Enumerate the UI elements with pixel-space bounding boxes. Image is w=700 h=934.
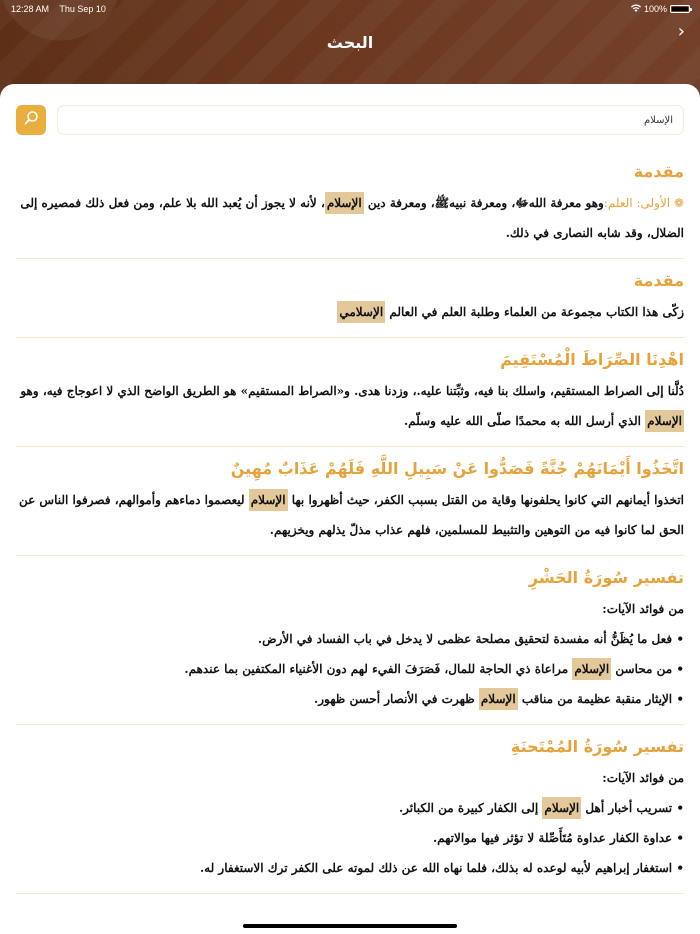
result-item[interactable] — [16, 150, 684, 259]
search-input[interactable] — [57, 105, 684, 135]
bullet-item: • الإيثار منقبة عظيمة من مناقب الإسلام ظهرت في الأنصار أحسن ظهور. — [16, 684, 684, 714]
search-button[interactable] — [16, 105, 46, 135]
snippet-text: وهو معرفة اللهﷻ، ومعرفة نبيهﷺ، ومعرفة دين — [363, 196, 604, 210]
bullet-item: • عداوة الكفار عداوة مُتَأَصِّلة لا تؤثر فيها موالاتهم. — [432, 831, 684, 845]
result-snippet — [16, 188, 684, 248]
snippet-intro: من فوائد الآيات: — [602, 602, 684, 616]
home-indicator[interactable] — [243, 924, 457, 928]
search-highlight: الإسلام — [645, 410, 684, 432]
result-item[interactable] — [16, 447, 684, 556]
wifi-icon — [631, 4, 641, 14]
battery-percent: 100% — [643, 4, 667, 14]
result-snippet — [16, 376, 684, 436]
search-highlight: الإسلام — [249, 489, 288, 511]
results-list — [16, 150, 684, 894]
search-highlight: الإسلام — [325, 192, 364, 214]
result-snippet — [16, 763, 684, 883]
result-title: تفسير سُورَةُ الحَشْرِ — [528, 568, 684, 587]
search-icon — [23, 110, 39, 130]
battery-icon — [670, 5, 690, 13]
snippet-text: ليعصموا دماءهم وأموالهم، فصرفوا الناس عن الحق لما كانوا فيه من التوهين والتثبيط للمسلمين، فلهم عذاب مذلّ يذلهم ويخزيهم. — [18, 493, 684, 537]
search-highlight: الإسلامي — [337, 301, 385, 323]
page-title: البحث — [326, 33, 374, 52]
bullet-item: • استغفار إبراهيم لأبيه لوعده له بذلك، فلما نهاه الله عن ذلك لموته على الكفر ترك الاستغفار له. — [199, 861, 684, 875]
bullet-item: • تسريب أخبار أهل الإسلام إلى الكفار كبيرة من الكبائر. — [16, 793, 684, 823]
result-title: مقدمة — [633, 271, 684, 290]
snippet-text: زكّى هذا الكتاب مجموعة من العلماء وطلبة العلم في العالم — [385, 305, 684, 319]
search-bar — [16, 105, 684, 135]
search-highlight: الإسلام — [542, 797, 581, 819]
result-title: اهْدِنَا الصِّرَاطَ الْمُسْتَقِيمَ — [500, 350, 684, 369]
snippet-text: ، لأنه لا يجوز أن يُعبد الله بلا علم، ومن فعل ذلك فمصيره إلى الضلال، وقد شابه النصارى في ذلك. — [20, 196, 684, 240]
result-title: تفسير سُورَةُ المُمْتَحنَةِ — [510, 737, 684, 756]
bullet-item: • من محاسن الإسلام مراعاة ذي الحاجة للمال، فَصَرَفَ الفيء لهم دون الأغنياء المكتفين بما عندهم. — [16, 654, 684, 684]
status-bar — [0, 0, 700, 18]
snippet-intro: من فوائد الآيات: — [602, 771, 684, 785]
result-snippet — [16, 594, 684, 714]
result-title: مقدمة — [633, 162, 684, 181]
snippet-text: الذي أرسل الله به محمدًا صلّى الله عليه وسلّم. — [403, 414, 646, 428]
result-item[interactable] — [16, 259, 684, 338]
result-snippet — [16, 485, 684, 545]
snippet-text: دُلَّنا إلى الصراط المستقيم، واسلك بنا فيه، وثبِّتنا عليه.، وزدنا هدى. و«الصراط المستقيم» هو الطريق الواضح الذي لا اعوجاج فيه، وهو — [20, 384, 684, 398]
result-lead: ❁ الأولى: العلم: — [603, 196, 684, 210]
result-snippet — [16, 297, 684, 327]
result-item[interactable] — [16, 338, 684, 447]
result-item[interactable] — [16, 725, 684, 894]
bullet-item: • فعل ما يُظَنُّ أنه مفسدة لتحقيق مصلحة عظمى لا يدخل في باب الفساد في الأرض. — [257, 632, 684, 646]
status-time: 12:28 AM — [11, 4, 50, 14]
result-title: اتَّخَذُوا أَيْمَانَهُمْ جُنَّةً فَصَدُّوا عَنْ سَبِيلِ اللَّهِ فَلَهُمْ عَذَابٌ مُهِينٌ — [230, 459, 684, 478]
snippet-text: اتخذوا أيمانهم التي كانوا يحلفونها وقاية من القتل بسبب الكفر، حيث أظهروا بها — [287, 493, 684, 507]
status-date: Thu Sep 10 — [59, 4, 106, 14]
content-sheet — [0, 84, 700, 934]
search-highlight: الإسلام — [572, 658, 611, 680]
search-highlight: الإسلام — [479, 688, 518, 710]
chevron-right-icon[interactable]: › — [677, 21, 685, 42]
result-item[interactable] — [16, 556, 684, 725]
